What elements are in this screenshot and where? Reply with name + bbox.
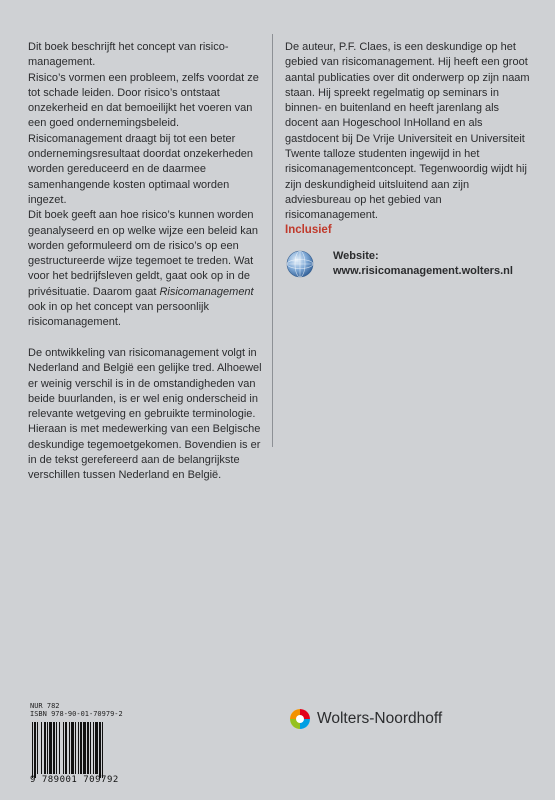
development-paragraph: De ontwikkeling van risicomanagement volgt in Nederland and België een gelijke tred. Alhoewel er weinig verschil is in de omstandigheden van beide buurlanden, is er wel enig onderscheid in relevante wetgeving en gebruikte terminologie. Hieraan is met medewerking van een Belgische deskundige tegemoetgekomen. Bovendien is er in de tekst gerefereerd aan de belangrijkste verschillen tussen Nederland en België. xyxy=(28,346,262,482)
barcode-bar xyxy=(99,722,101,778)
approach-text-a: Dit boek geeft aan hoe risico’s kunnen worden geanalyseerd en op welke wijze een beleid kan worden geformuleerd om de risico’s op een gestructureerde wijze tegemoet te treden. Wat voor het bedrijfsleven geldt, gaat ook op in de privésituatie. Daarom gaat xyxy=(28,209,258,298)
author-column xyxy=(285,40,530,224)
barcode-digits: 9 789001 709792 xyxy=(30,775,119,785)
description-column xyxy=(28,40,263,484)
barcode-bar xyxy=(47,722,48,774)
inclusief-heading: Inclusief xyxy=(285,224,332,236)
barcode-bar xyxy=(44,722,46,774)
barcode-bar xyxy=(87,722,89,774)
barcode-bar xyxy=(63,722,64,774)
barcode-bar xyxy=(32,722,33,778)
wolters-noordhoff-logo-icon xyxy=(289,708,311,730)
barcode-bar xyxy=(90,722,91,774)
risk-paragraph: Risico’s vormen een probleem, zelfs voordat ze tot schade leiden. Door risico’s ontstaat onzekerheid en dat bemoeilijkt het voeren van een goed ondernemingsbeleid. xyxy=(28,71,259,130)
isbn-barcode xyxy=(30,722,138,780)
website-url: www.risicomanagement.wolters.nl xyxy=(333,265,513,277)
barcode-bar xyxy=(95,722,98,774)
column-divider xyxy=(272,34,273,447)
approach-paragraph xyxy=(28,208,263,330)
barcode-bar xyxy=(69,722,70,774)
barcode-bar xyxy=(53,722,55,774)
barcode-bar xyxy=(41,722,42,774)
barcode-bar xyxy=(83,722,86,774)
barcode-bar xyxy=(34,722,36,778)
barcode-bar xyxy=(93,722,94,774)
barcode-bar xyxy=(65,722,67,774)
publisher-name: Wolters-Noordhoff xyxy=(317,710,443,727)
website-label: Website: xyxy=(333,250,379,262)
book-title-emphasis: Risicomanagement xyxy=(159,285,254,298)
barcode-bar xyxy=(102,722,103,778)
result-paragraph: Risicomanagement draagt bij tot een beter ondernemingsresultaat doordat onzekerheden worden gereduceerd en de daarmee samenhangende kosten optimaal worden ingezet. xyxy=(28,132,254,206)
barcode-bar xyxy=(71,722,74,774)
barcode-bar xyxy=(49,722,52,774)
intro-paragraph: Dit boek beschrijft het concept van risico-management. xyxy=(28,41,229,69)
barcode-bar xyxy=(78,722,79,774)
nur-code: NUR 782 xyxy=(30,702,60,710)
publisher-logo xyxy=(289,708,442,730)
isbn-code: ISBN 978-90-01-70979-2 xyxy=(30,710,123,718)
approach-text-b: ook in op het concept van persoonlijk risicomanagement. xyxy=(28,301,210,329)
nur-isbn-block xyxy=(30,702,123,718)
barcode-bar xyxy=(37,722,38,774)
author-paragraph: De auteur, P.F. Claes, is een deskundige op het gebied van risicomanagement. Hij heeft een groot aantal publicaties over dit onderwerp op zijn naam staan. Hij spreekt regelmatig op seminars in binnen- en buitenland en heeft jarenlang als docent aan Hogeschool InHolland en als gastdocent bij De Vrije Universiteit en Universiteit Twente talloze studenten ingewijd in het risicomanagementconcept. Tegenwoordig wijdt hij zijn deskundigheid uitsluitend aan zijn adviesbureau op het gebied van risicomanagement. xyxy=(285,41,530,222)
barcode-bar xyxy=(80,722,82,774)
barcode-bar xyxy=(56,722,57,774)
globe-icon xyxy=(286,250,314,278)
barcode-bar xyxy=(59,722,60,774)
barcode-bar xyxy=(75,722,76,774)
